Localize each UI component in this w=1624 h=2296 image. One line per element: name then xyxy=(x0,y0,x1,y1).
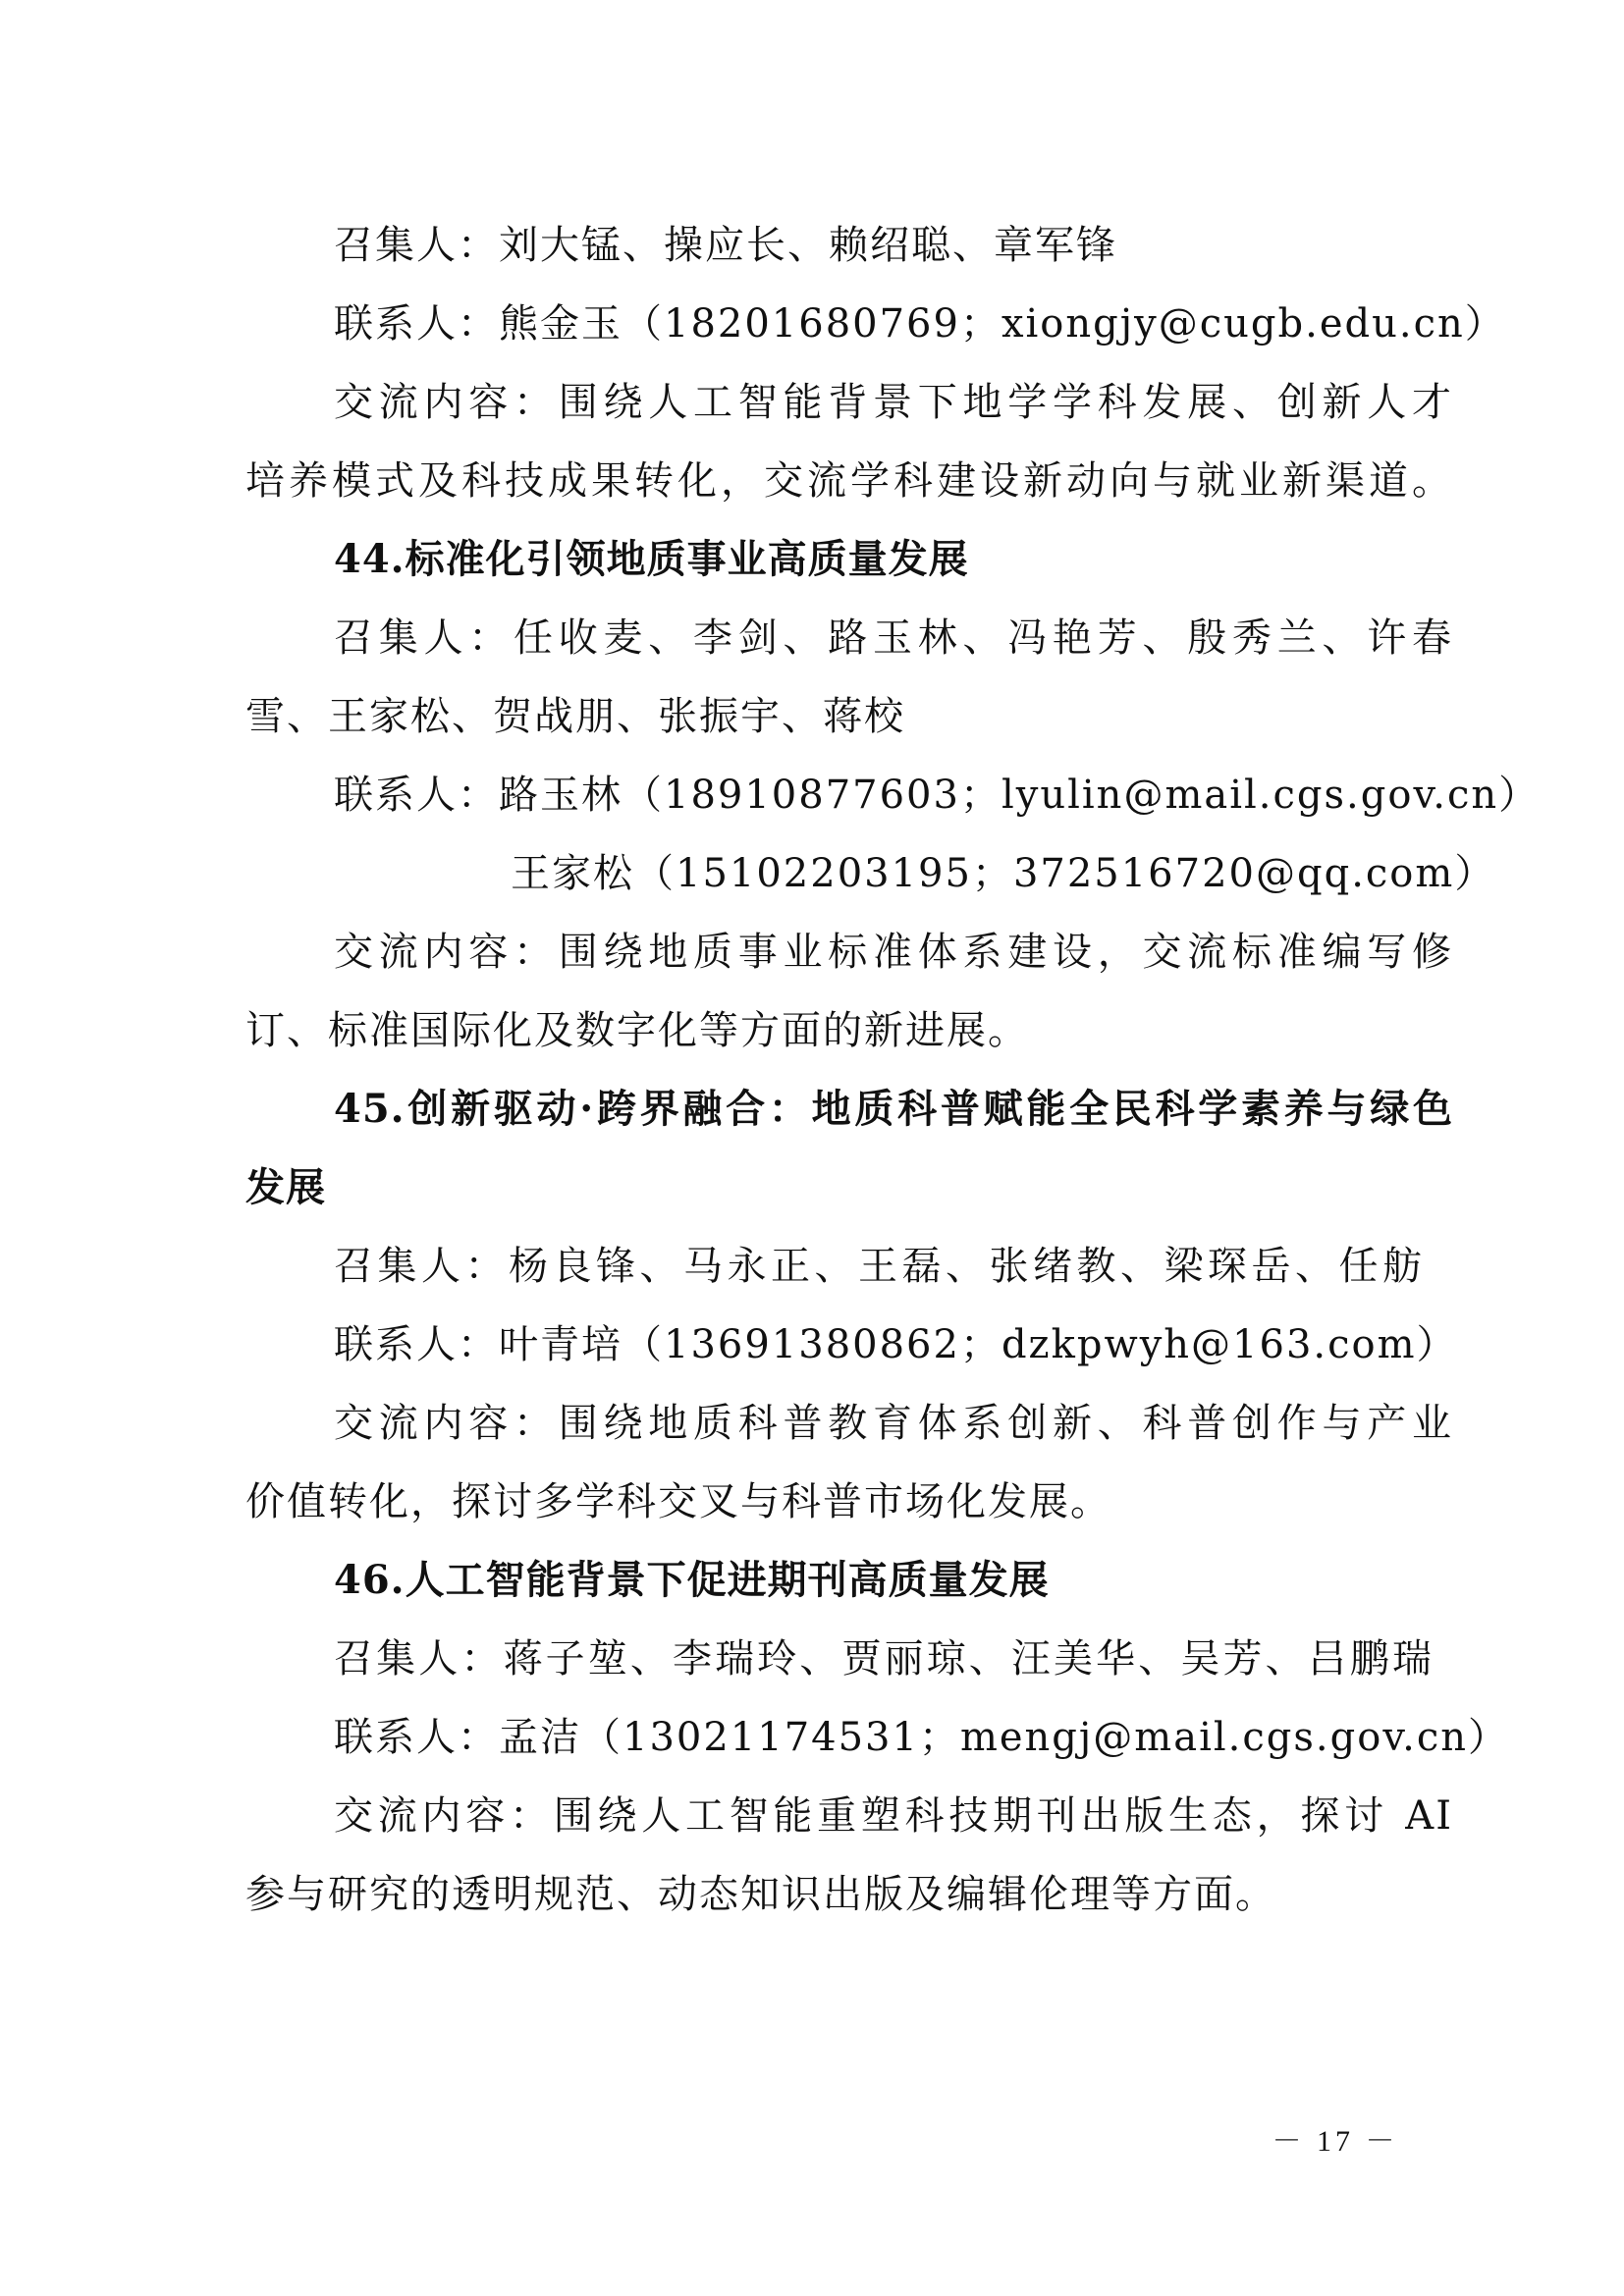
convener-line: 召集人：蒋子堃、李瑞玲、贾丽琼、汪美华、吴芳、吕鹏瑞 xyxy=(334,1636,1434,1682)
content-line-cont: 价值转化，探讨多学科交叉与科普市场化发展。 xyxy=(245,1479,1111,1524)
section-heading-45: 45.创新驱动·跨界融合：地质科普赋能全民科学素养与绿色 xyxy=(334,1086,1453,1132)
content-line: 交流内容：围绕地质科普教育体系创新、科普创作与产业 xyxy=(334,1401,1453,1446)
convener-line: 召集人：刘大锰、操应长、赖绍聪、章军锋 xyxy=(334,223,1117,268)
content-line-cont: 订、标准国际化及数字化等方面的新进展。 xyxy=(245,1008,1029,1053)
page-number: － 17 － xyxy=(1272,2125,1399,2158)
convener-line-cont: 雪、王家松、贺战朋、张振宇、蒋校 xyxy=(245,694,905,739)
content-line-cont: 培养模式及科技成果转化，交流学科建设新动向与就业新渠道。 xyxy=(245,458,1453,504)
section-heading-46: 46.人工智能背景下促进期刊高质量发展 xyxy=(334,1557,1050,1603)
contact-line: 联系人：孟洁（13021174531；mengj@mail.cgs.gov.cn） xyxy=(334,1715,1510,1760)
content-line-cont: 参与研究的透明规范、动态知识出版及编辑伦理等方面。 xyxy=(245,1872,1276,1917)
contact-line: 联系人：叶青培（13691380862；dzkpwyh@163.com） xyxy=(334,1322,1458,1367)
content-line: 交流内容：围绕人工智能重塑科技期刊出版生态，探讨 AI xyxy=(334,1793,1453,1839)
section-heading-45-cont: 发展 xyxy=(245,1164,326,1210)
convener-line: 召集人：杨良锋、马永正、王磊、张绪教、梁琛岳、任舫 xyxy=(334,1244,1424,1289)
content-line: 交流内容：围绕人工智能背景下地学学科发展、创新人才 xyxy=(334,380,1453,425)
content-line: 交流内容：围绕地质事业标准体系建设，交流标准编写修 xyxy=(334,930,1453,975)
convener-line: 召集人：任收麦、李剑、路玉林、冯艳芳、殷秀兰、许春 xyxy=(334,615,1453,661)
contact-line: 联系人：路玉林（18910877603；lyulin@mail.cgs.gov.cn） xyxy=(334,773,1541,818)
contact-line-2: 王家松（15102203195；372516720@qq.com） xyxy=(511,851,1496,896)
contact-line: 联系人：熊金玉（18201680769；xiongjy@cugb.edu.cn） xyxy=(334,301,1506,347)
section-heading-44: 44.标准化引领地质事业高质量发展 xyxy=(334,536,969,582)
